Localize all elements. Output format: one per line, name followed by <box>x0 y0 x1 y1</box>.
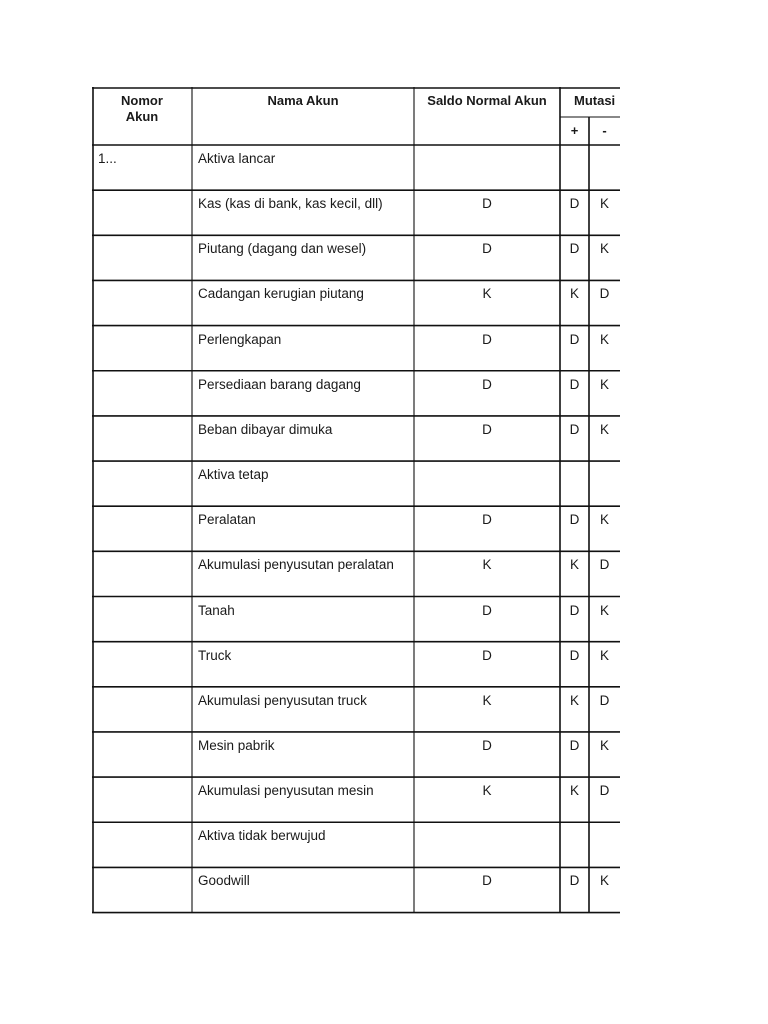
cell-plus: D <box>569 647 580 663</box>
cell-minus: K <box>599 873 609 889</box>
header-nomor-akun: Nomor Akun <box>121 93 163 124</box>
cell-minus: K <box>599 737 609 753</box>
cell-saldo: D <box>482 376 492 392</box>
cell-minus: K <box>599 196 609 212</box>
cell-saldo: K <box>482 557 492 573</box>
cell-nomor: 1... <box>98 151 117 166</box>
cell-nama: Cadangan kerugian piutang <box>198 286 364 302</box>
cell-nama: Piutang (dagang dan wesel) <box>198 241 367 257</box>
cell-plus: D <box>569 241 580 257</box>
cell-minus: D <box>599 783 610 799</box>
cell-minus: K <box>599 241 609 257</box>
cell-saldo: D <box>482 241 492 257</box>
header-saldo-normal-akun: Saldo Normal Akun <box>427 93 547 108</box>
cell-minus: K <box>599 602 609 618</box>
cell-nama: Perlengkapan <box>198 331 282 347</box>
cell-plus: D <box>569 512 580 528</box>
cell-minus: K <box>599 647 609 663</box>
cell-nama: Akumulasi penyusutan peralatan <box>198 557 394 573</box>
cell-nama: Beban dibayar dimuka <box>198 421 333 437</box>
cell-saldo: K <box>482 783 492 799</box>
header-nama-akun: Nama Akun <box>267 93 339 108</box>
cell-nama: Aktiva tetap <box>198 467 269 483</box>
cell-nama: Aktiva lancar <box>198 151 276 166</box>
cell-minus: K <box>599 376 609 392</box>
cell-nama: Akumulasi penyusutan truck <box>198 692 367 708</box>
cell-plus: D <box>569 737 580 753</box>
cell-nama: Peralatan <box>198 512 256 528</box>
cell-plus: D <box>569 602 580 618</box>
cell-saldo: D <box>482 196 492 212</box>
cell-nama: Akumulasi penyusutan mesin <box>198 783 374 799</box>
cell-plus: D <box>569 873 580 889</box>
cell-saldo: K <box>482 286 492 302</box>
cell-saldo: D <box>482 512 492 528</box>
header-mutasi-minus: - <box>602 123 607 138</box>
cell-saldo: K <box>482 692 492 708</box>
cell-nama: Goodwill <box>198 873 250 889</box>
cell-minus: K <box>599 421 609 437</box>
cell-nama: Tanah <box>198 602 235 618</box>
cell-saldo: D <box>482 873 492 889</box>
cell-plus: K <box>569 557 579 573</box>
cell-saldo: D <box>482 331 492 347</box>
header-mutasi-plus: + <box>570 123 579 138</box>
cell-nama: Truck <box>198 647 232 663</box>
cell-plus: K <box>569 783 579 799</box>
cell-minus: D <box>599 557 610 573</box>
cell-minus: K <box>599 331 609 347</box>
account-table <box>92 87 620 914</box>
cell-nama: Persediaan barang dagang <box>198 376 361 392</box>
header-mutasi: Mutasi <box>574 93 616 108</box>
cell-plus: K <box>569 286 579 302</box>
cell-nama: Aktiva tidak berwujud <box>198 828 326 844</box>
cell-saldo: D <box>482 647 492 663</box>
cell-nama: Mesin pabrik <box>198 737 275 753</box>
cell-plus: D <box>569 196 580 212</box>
cell-minus: K <box>599 512 609 528</box>
cell-saldo: D <box>482 737 492 753</box>
cell-minus: D <box>599 286 610 302</box>
cell-saldo: D <box>482 421 492 437</box>
cell-plus: D <box>569 376 580 392</box>
cell-plus: D <box>569 421 580 437</box>
cell-plus: K <box>569 692 579 708</box>
cell-minus: D <box>599 692 610 708</box>
cell-saldo: D <box>482 602 492 618</box>
cell-plus: D <box>569 331 580 347</box>
cell-nama: Kas (kas di bank, kas kecil, dll) <box>198 196 383 212</box>
